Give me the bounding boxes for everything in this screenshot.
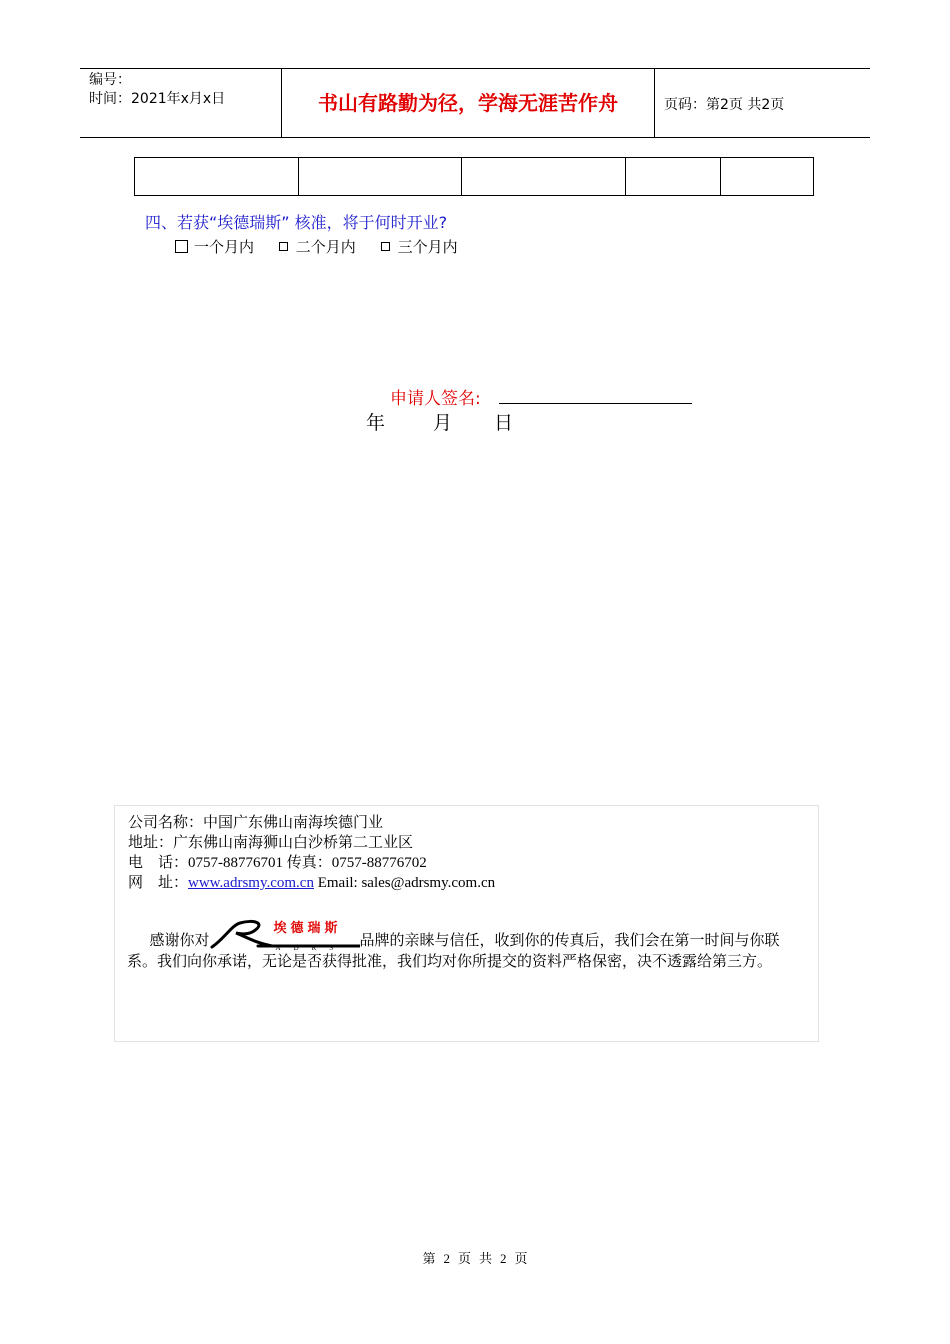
table-cell[interactable] [135, 158, 299, 195]
footer-total-pages: 2 [500, 1251, 507, 1266]
web-label: 网 址： [128, 875, 189, 891]
opening-time-options [175, 236, 478, 257]
phone-label: 电 话： [128, 855, 189, 871]
company-phone-line [128, 853, 495, 873]
option-two-months[interactable] [279, 238, 356, 256]
checkbox-icon[interactable] [175, 240, 188, 253]
phone-number: 0757-88776701 [188, 855, 284, 871]
option-three-months[interactable] [381, 238, 458, 256]
date-month-label: 月 [433, 412, 453, 434]
thanks-paragraph [127, 921, 809, 973]
footer-first: 第 [422, 1251, 436, 1266]
motto: 书山有路勤为径，学海无涯苦作舟 [318, 91, 618, 115]
footer-last: 页 [514, 1251, 528, 1266]
table-cell[interactable] [721, 158, 813, 195]
page-header [80, 68, 870, 138]
company-name: 公司名称：中国广东佛山南海埃德门业 [128, 815, 384, 831]
adrs-logo [210, 921, 360, 952]
option-label: 三个月内 [397, 238, 458, 256]
option-one-month[interactable] [175, 238, 254, 256]
signature-label: 申请人签名: [390, 389, 481, 409]
header-info-cell [80, 69, 282, 137]
email-address[interactable]: sales@adrsmy.com.cn [361, 875, 496, 891]
page-info: 页码：第2页 共2页 [664, 97, 785, 113]
date-day-label: 日 [494, 412, 514, 434]
table-cell[interactable] [299, 158, 462, 195]
logo-english-name: ADRS [275, 944, 347, 952]
fax-number: 0757-88776702 [331, 855, 427, 871]
footer-page-number: 2 [443, 1251, 450, 1266]
table-cell[interactable] [626, 158, 721, 195]
thanks-intro: 感谢你对 [149, 933, 210, 949]
footer-page-word: 页 [457, 1251, 471, 1266]
thanks-body: 品牌的亲睐与信任，收到你的传真后，我们会在第一时间与你联系。我们向你承诺，无论是否获得批准，我们均对你所提交的资料严格保密，决不透露给第三方。 [127, 933, 780, 970]
footer-total-word: 共 [479, 1251, 493, 1266]
date-year-label: 年 [366, 412, 386, 434]
number-label: 编号： [89, 72, 131, 88]
option-label: 二个月内 [295, 238, 356, 256]
empty-table-row [134, 157, 814, 196]
website-link[interactable]: www.adrsmy.com.cn [188, 875, 314, 891]
company-info-box [114, 805, 819, 1042]
table-cell[interactable] [462, 158, 626, 195]
question-four: 四、若获“埃德瑞斯” 核准，将于何时开业? [145, 213, 448, 232]
checkbox-icon[interactable] [279, 242, 288, 251]
page-footer [0, 1248, 950, 1267]
header-page-cell [655, 69, 870, 137]
checkbox-icon[interactable] [381, 242, 390, 251]
company-contact [128, 813, 495, 893]
company-address: 地址：广东佛山南海狮山白沙桥第二工业区 [128, 835, 414, 851]
company-web-line [128, 873, 495, 893]
signature-field[interactable] [499, 403, 692, 404]
fax-label: 传真： [286, 855, 332, 871]
logo-chinese-name: 埃德瑞斯 [273, 921, 342, 936]
header-motto-cell [282, 69, 655, 137]
time-label: 时间：2021年x月x日 [89, 91, 226, 107]
option-label: 一个月内 [194, 238, 255, 256]
email-label: Email: [317, 875, 358, 891]
